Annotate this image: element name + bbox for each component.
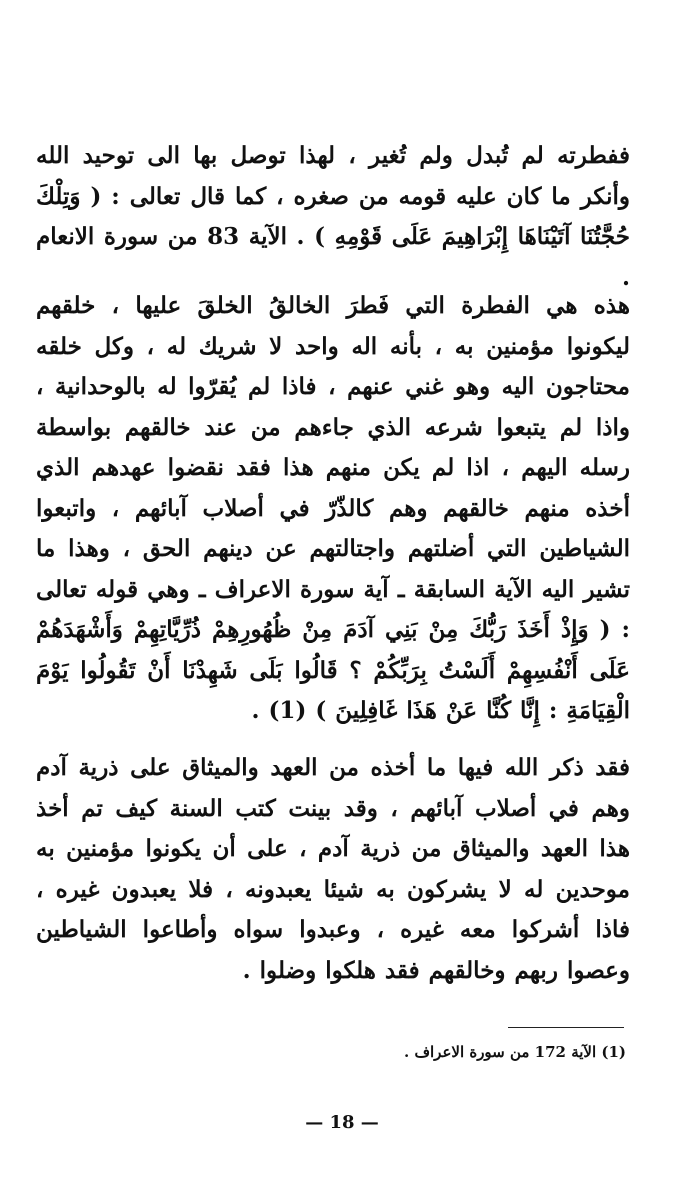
- page-number: — 18 —: [305, 1112, 379, 1133]
- paragraph-3: فقد ذكر الله فيها ما أخذه من العهد والميثاق على ذرية آدم وهم في أصلاب آبائهم ، وقد بينت كتب السنة كيف تم أخذ هذا العهد والميثاق من ذرية آدم ، على أن يكونوا مؤمنين به موحدين له لا يشركون به شيئا يعبدونه ، فلا يعبدون غيره ، فاذا أشركوا معه غيره ، وعبدوا سواه وأطاعوا الشياطين وعصوا ربهم وخالقهم فقد هلكوا وضلوا .: [36, 754, 630, 984]
- paragraph-1: ففطرته لم تُبدل ولم تُغير ، لهذا توصل بها الى توحيد الله وأنكر ما كان عليه قومه من صغره ، كما قال تعالى : ( وَتِلْكَ حُجَّتُنَا آتَيْنَاهَا إِبْرَاهِيمَ عَلَى قَوْمِهِ ) . الآية 83 من سورة الانعام .: [36, 142, 630, 291]
- footnote-divider: [508, 1027, 624, 1028]
- footnote: (1) الآية 172 من سورة الاعراف .: [404, 1043, 626, 1061]
- paragraph-2: هذه هي الفطرة التي فَطرَ الخالقُ الخلقَ عليها ، خلقهم ليكونوا مؤمنين به ، بأنه اله واحد لا شريك له ، وكل خلقه محتاجون اليه وهو غني عنهم ، فاذا لم يُقرّوا له بالوحدانية ، واذا لم يتبعوا شرعه الذي جاءهم من عند خالقهم بواسطة رسله اليهم ، اذا لم يكن منهم هذا فقد نقضوا عهدهم الذي أخذه منهم خالقهم وهم كالذّرّ في أصلاب آبائهم ، واتبعوا الشياطين التي أضلتهم واجتالتهم عن دينهم الحق ، وهذا ما تشير اليه الآية السابقة ـ آية سورة الاعراف ـ وهي قوله تعالى : ( وَإِذْ أَخَذَ رَبُّكَ مِنْ بَنِي آدَمَ مِنْ ظُهُورِهِمْ ذُرِّيَّاتِهِمْ وَأَشْهَدَهُمْ عَلَى أَنْفُسِهِمْ أَلَسْتُ بِرَبِّكُمْ ؟ قَالُوا بَلَى شَهِدْنَا أَنْ تَقُولُوا يَوْمَ الْقِيَامَةِ : إِنَّا كُنَّا عَنْ هَذَا غَافِلِينَ ) (1) .: [36, 292, 630, 724]
